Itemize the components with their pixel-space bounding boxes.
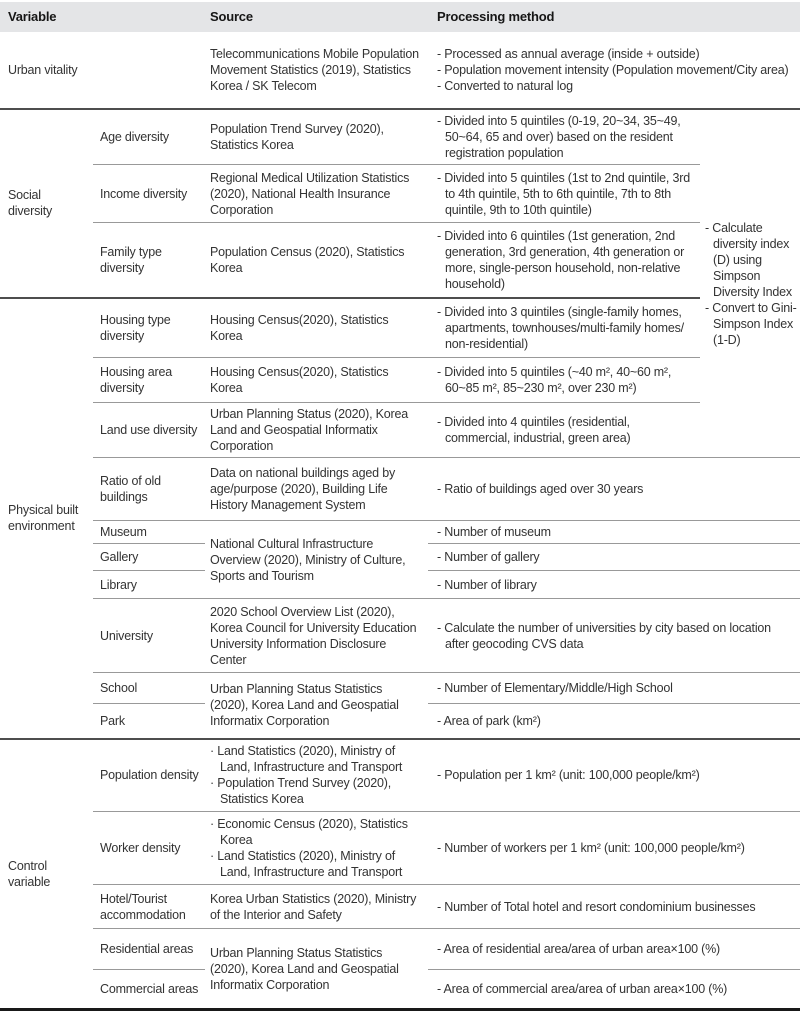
processing-cell-land-use-diversity <box>428 403 700 458</box>
subvariable-cell-family-type-diversity: Family type diversity <box>93 223 205 298</box>
subvariable-cell-land-use-diversity: Land use diversity <box>93 403 205 458</box>
subvariable-cell-gallery: Gallery <box>93 544 205 571</box>
processing-item: - Population per 1 km² (unit: 100,000 people/km²) <box>437 768 700 783</box>
diversity-note-item: - Calculate diversity index (D) using Simpson Diversity Index <box>705 220 792 299</box>
subvariable-cell-age-diversity: Age diversity <box>93 109 205 165</box>
subvariable-cell-population-density: Population density <box>93 739 205 812</box>
source-cell-housing-type-diversity: Housing Census(2020), Statistics Korea <box>205 298 428 358</box>
processing-item: - Number of gallery <box>437 550 540 564</box>
processing-item: - Population movement intensity (Population movement/City area) <box>437 63 789 77</box>
row-museum <box>0 521 800 544</box>
processing-item: - Number of Total hotel and resort condominium businesses <box>437 899 756 914</box>
row-hotel-tourist-accommodation <box>0 885 800 929</box>
diversity-note-item: - Convert to Gini-Simpson Index (1-D) <box>705 300 797 347</box>
processing-cell-museum <box>428 521 800 544</box>
processing-cell-housing-type-diversity <box>428 298 700 358</box>
processing-item: - Ratio of buildings aged over 30 years <box>437 482 644 496</box>
processing-cell-university <box>428 599 800 673</box>
processing-cell-ratio-of-old-buildings <box>428 458 800 521</box>
source-cell-urban-vitality: Telecommunications Mobile Population Movement Statistics (2019), Statistics Korea / SK Telecom <box>205 32 428 109</box>
processing-item: - Area of park (km²) <box>437 713 541 728</box>
section-cell-control-variable: Control variable <box>8 858 51 889</box>
source-item: · Land Statistics (2020), Ministry of Land, Infrastructure and Transport <box>210 849 403 879</box>
source-cell-family-type-diversity: Population Census (2020), Statistics Korea <box>205 223 428 298</box>
row-housing-area-diversity <box>0 358 800 403</box>
table-header-row <box>0 2 800 32</box>
processing-cell-school <box>428 673 800 704</box>
subvariable-cell-worker-density: Worker density <box>93 812 205 885</box>
source-cell-university: 2020 School Overview List (2020), Korea Council for University Education University Information Disclosure Center <box>205 599 428 673</box>
source-cell-age-diversity: Population Trend Survey (2020), Statistics Korea <box>205 109 428 165</box>
source-cell-population-density <box>205 739 428 812</box>
row-university <box>0 599 800 673</box>
processing-cell-worker-density <box>428 812 800 885</box>
header-processing-method: Processing method <box>428 2 800 32</box>
processing-cell-hotel-tourist-accommodation <box>428 885 800 929</box>
subvariable-cell-commercial-areas: Commercial areas <box>100 982 199 996</box>
row-income-diversity <box>0 165 800 223</box>
processing-item: - Divided into 5 quintiles (1st to 2nd quintile, 3rd to 4th quintile, 5th to 6th quintile, 7th to 8th quintile, 9th to 10th quintile) <box>437 170 690 217</box>
source-cell-housing-area-diversity: Housing Census(2020), Statistics Korea <box>205 358 428 403</box>
processing-item: - Number of library <box>437 577 537 592</box>
row-land-use-diversity <box>0 403 800 458</box>
processing-cell-gallery <box>428 544 800 571</box>
source-item: · Land Statistics (2020), Ministry of Land, Infrastructure and Transport <box>210 744 403 775</box>
row-housing-type-diversity <box>0 298 800 358</box>
processing-cell-residential-areas <box>428 929 800 970</box>
variables-source-processing-table <box>0 2 800 1011</box>
variable-cell-urban-vitality: Urban vitality <box>0 32 205 109</box>
processing-cell-population-density <box>428 739 800 812</box>
row-ratio-of-old-buildings <box>0 458 800 521</box>
row-school <box>0 673 800 704</box>
processing-item: - Area of commercial area/area of urban area×100 (%) <box>437 982 728 996</box>
source-item: · Economic Census (2020), Statistics Korea <box>210 817 408 847</box>
source-cell-worker-density <box>205 812 428 885</box>
processing-item: - Divided into 6 quintiles (1st generation, 2nd generation, 3rd generation, 4th generation or more, single-person household, non-relative household) <box>437 228 685 291</box>
subvariable-cell-library: Library <box>93 571 205 599</box>
row-urban-vitality <box>0 32 800 109</box>
diversity-index-note-cell <box>700 109 800 458</box>
subvariable-cell-park: Park <box>93 704 205 739</box>
processing-cell-commercial-areas <box>428 970 800 1010</box>
processing-item: - Processed as annual average (inside + outside) <box>437 47 700 61</box>
subvariable-cell-residential-areas: Residential areas <box>93 929 205 970</box>
row-residential-areas <box>0 929 800 970</box>
processing-item: - Divided into 5 quintiles (~40 m², 40~60 m², 60~85 m², 85~230 m², over 230 m²) <box>437 365 672 395</box>
processing-item: - Calculate the number of universities by city based on location after geocoding CVS data <box>437 620 771 651</box>
subvariable-cell-university: University <box>93 599 205 673</box>
subvariable-cell-school: School <box>93 673 205 704</box>
processing-item: - Area of residential area/area of urban area×100 (%) <box>437 942 720 956</box>
processing-cell-library <box>428 571 800 599</box>
header-variable: Variable <box>0 2 205 32</box>
source-cell-urban-planning-residential-commercial: Urban Planning Status Statistics (2020), Korea Land and Geospatial Informatix Corporation <box>210 945 399 992</box>
processing-item: - Converted to natural log <box>437 79 573 93</box>
processing-item: - Number of museum <box>437 525 551 539</box>
processing-cell-park <box>428 704 800 739</box>
row-age-diversity <box>0 109 800 165</box>
header-source: Source <box>205 2 428 32</box>
source-cell-cultural-infrastructure: National Cultural Infrastructure Overview (2020), Ministry of Culture, Sports and Tourism <box>205 521 428 599</box>
section-cell-physical-built-environment: Physical built environment <box>0 298 93 739</box>
subvariable-cell-museum: Museum <box>93 521 205 544</box>
subvariable-cell-housing-area-diversity: Housing area diversity <box>93 358 205 403</box>
source-item: · Population Trend Survey (2020), Statistics Korea <box>210 776 392 807</box>
row-family-type-diversity <box>0 223 800 298</box>
processing-item: - Number of workers per 1 km² (unit: 100,000 people/km²) <box>437 841 745 855</box>
subvariable-cell-ratio-of-old-buildings: Ratio of old buildings <box>93 458 205 521</box>
source-cell-hotel-tourist-accommodation: Korea Urban Statistics (2020), Ministry of the Interior and Safety <box>205 885 428 929</box>
processing-item: - Divided into 3 quintiles (single-family homes, apartments, townhouses/multi-family homes/ non-residential) <box>437 304 684 351</box>
source-cell-urban-planning-school-park: Urban Planning Status Statistics (2020), Korea Land and Geospatial Informatix Corporation <box>205 673 428 739</box>
processing-cell-urban-vitality <box>428 32 800 109</box>
row-population-density <box>0 739 800 812</box>
processing-cell-family-type-diversity <box>428 223 700 298</box>
processing-cell-age-diversity <box>428 109 700 165</box>
source-cell-income-diversity: Regional Medical Utilization Statistics (2020), National Health Insurance Corporation <box>205 165 428 223</box>
processing-item: - Divided into 4 quintiles (residential, commercial, industrial, green area) <box>437 415 631 445</box>
subvariable-cell-hotel-tourist-accommodation: Hotel/Tourist accommodation <box>93 885 205 929</box>
subvariable-cell-income-diversity: Income diversity <box>93 165 205 223</box>
section-cell-social-diversity: Social diversity <box>0 109 93 298</box>
processing-item: - Number of Elementary/Middle/High School <box>437 681 673 695</box>
processing-item: - Divided into 5 quintiles (0-19, 20~34, 35~49, 50~64, 65 and over) based on the resident registration population <box>437 114 681 160</box>
row-worker-density <box>0 812 800 885</box>
processing-cell-housing-area-diversity <box>428 358 700 403</box>
source-cell-land-use-diversity: Urban Planning Status (2020), Korea Land and Geospatial Informatix Corporation <box>205 403 428 458</box>
processing-cell-income-diversity <box>428 165 700 223</box>
source-cell-ratio-of-old-buildings: Data on national buildings aged by age/purpose (2020), Building Life History Management System <box>205 458 428 521</box>
subvariable-cell-housing-type-diversity: Housing type diversity <box>93 298 205 358</box>
